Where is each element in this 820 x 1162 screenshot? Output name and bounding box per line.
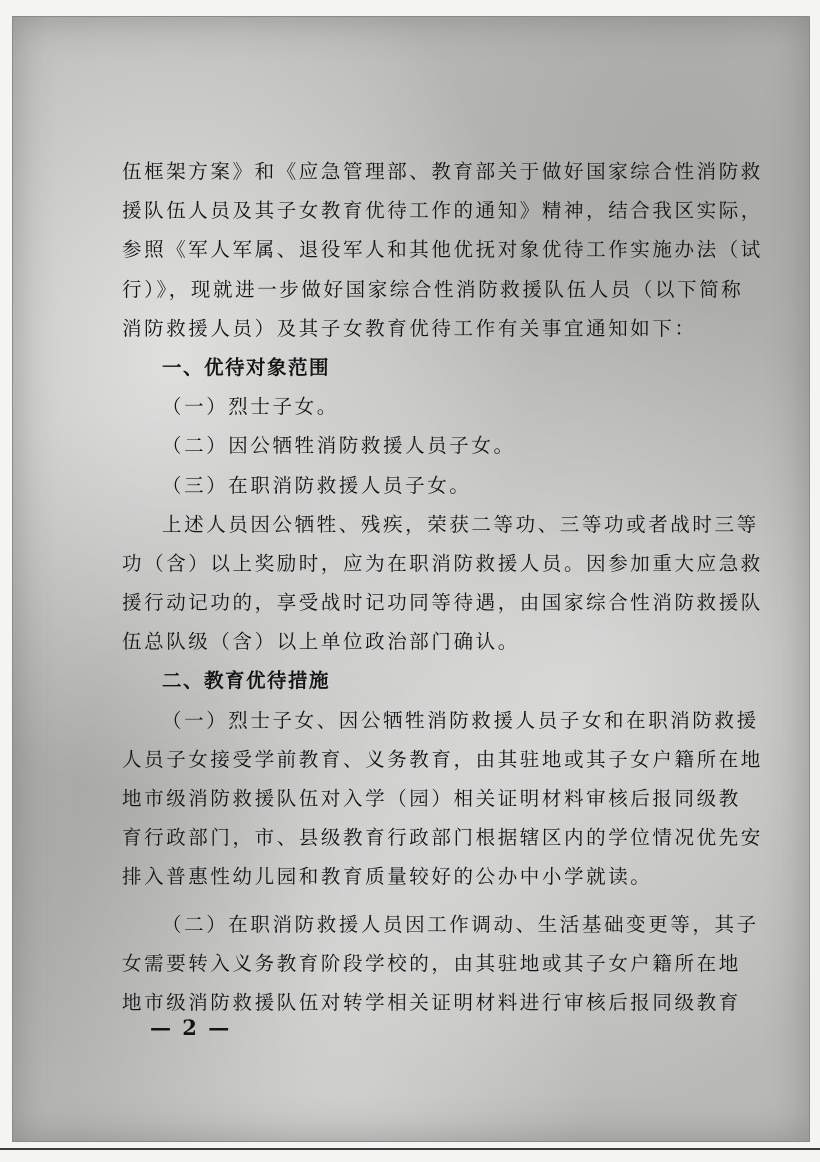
body-line: 消防救援人员）及其子女教育优待工作有关事宜通知如下： bbox=[122, 316, 697, 340]
paragraph-line: 女需要转入义务教育阶段学校的，由其驻地或其子女户籍所在地 bbox=[122, 951, 741, 975]
paragraph-line: 地市级消防救援队伍对转学相关证明材料进行审核后报同级教育 bbox=[122, 990, 741, 1014]
page-number: — 2 — bbox=[150, 1015, 232, 1040]
paragraph-line: （一）烈士子女、因公牺牲消防救援人员子女和在职消防救援 bbox=[162, 708, 759, 732]
body-line: 伍框架方案》和《应急管理部、教育部关于做好国家综合性消防救 bbox=[122, 160, 763, 183]
list-item: （二）因公牺牲消防救援人员子女。 bbox=[162, 434, 516, 458]
paragraph-line: （二）在职消防救援人员因工作调动、生活基础变更等，其子 bbox=[162, 912, 759, 936]
paragraph-line: 地市级消防救援队伍对入学（园）相关证明材料审核后报同级教 bbox=[122, 787, 741, 810]
paragraph-line: 排入普惠性幼儿园和教育质量较好的公办中小学就读。 bbox=[122, 865, 653, 889]
list-item: （一）烈士子女。 bbox=[162, 395, 339, 419]
paragraph-line: 上述人员因公牺牲、残疾，荣获二等功、三等功或者战时三等 bbox=[162, 512, 759, 536]
body-line: 援队伍人员及其子女教育优待工作的通知》精神，结合我区实际， bbox=[122, 199, 763, 223]
body-line: 参照《军人军属、退役军人和其他优抚对象优待工作实施办法（试 bbox=[122, 238, 763, 262]
section-heading-2: 二、教育优待措施 bbox=[162, 669, 331, 693]
paragraph-line: 伍总队级（含）以上单位政治部门确认。 bbox=[122, 630, 520, 654]
body-line: 行）》，现就进一步做好国家综合性消防救援队伍人员（以下简称 bbox=[122, 277, 744, 301]
paragraph-line: 人员子女接受学前教育、义务教育，由其驻地或其子女户籍所在地 bbox=[122, 747, 763, 771]
section-heading-1: 一、优待对象范围 bbox=[162, 355, 331, 379]
paragraph-line: 援行动记功的，享受战时记功同等待遇，由国家综合性消防救援队 bbox=[122, 591, 763, 615]
scan-edge-line bbox=[0, 1148, 820, 1150]
list-item: （三）在职消防救援人员子女。 bbox=[162, 473, 472, 497]
paragraph-line: 育行政部门，市、县级教育行政部门根据辖区内的学位情况优先安 bbox=[122, 826, 763, 850]
document-body bbox=[122, 152, 763, 1022]
paragraph-line: 功（含）以上奖励时，应为在职消防救援人员。因参加重大应急救 bbox=[122, 551, 763, 575]
